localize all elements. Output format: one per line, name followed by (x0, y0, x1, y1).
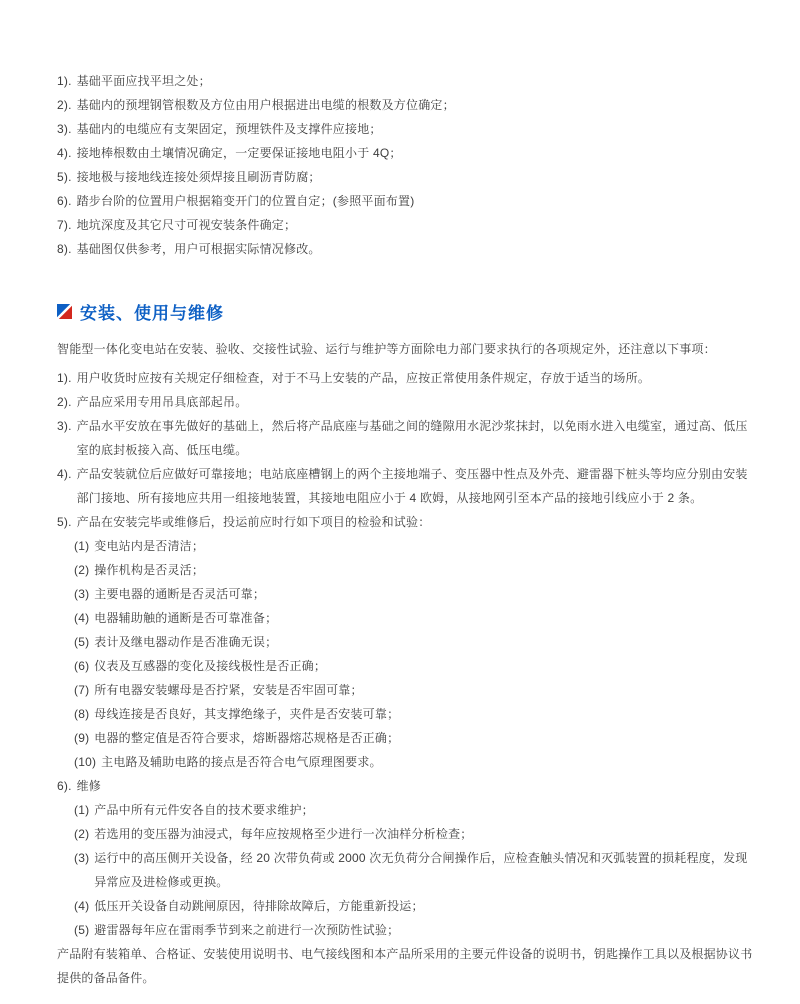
sub-list-item (74, 558, 756, 582)
list-item (57, 414, 756, 462)
item-number: 8). (57, 242, 72, 256)
sub-item-text: 低压开关设备自动跳闸原因，待排除故障后，方能重新投运； (94, 899, 424, 913)
item-number: 5). (57, 515, 72, 529)
sub-item-number: (8) (74, 707, 90, 721)
sub-item-text: 表计及继电器动作是否准确无误； (94, 635, 278, 649)
list-item (57, 237, 756, 261)
item-number: 3). (57, 419, 72, 433)
sub-list-item (74, 750, 756, 774)
list-item (57, 213, 756, 237)
sub-item-text: 运行中的高压侧开关设备，经 20 次带负荷或 2000 次无负荷分合闸操作后，应检查触头情况和灭弧装置的损耗程度，发现异常应及进检修或更换。 (94, 851, 748, 889)
item-text: 产品水平安放在事先做好的基础上，然后将产品底座与基础之间的缝隙用水泥沙浆抹封，以免雨水进入电缆室，通过高、低压室的底封板接入高、低压电缆。 (76, 419, 748, 457)
item-number: 3). (57, 122, 72, 136)
list-item (57, 774, 756, 798)
sub-item-text: 主要电器的通断是否灵活可靠； (94, 587, 266, 601)
item-number: 7). (57, 218, 72, 232)
list-item (57, 69, 756, 93)
list-item (57, 462, 756, 510)
item-number: 2). (57, 98, 72, 112)
sub-item-number: (10) (74, 755, 97, 769)
sub-item-text: 所有电器安装螺母是否拧紧，安装是否牢固可靠； (94, 683, 363, 697)
list-item (57, 510, 756, 534)
section-heading (57, 299, 756, 324)
item-text: 接地棒根数由土壤情况确定，一定要保证接地电阻小于 4Q； (76, 146, 402, 160)
list-item (57, 117, 756, 141)
sub-item-number: (2) (74, 827, 90, 841)
item-text: 接地极与接地线连接处须焊接且刷沥青防腐； (76, 170, 321, 184)
item-number: 5). (57, 170, 72, 184)
sub-list-item (74, 678, 756, 702)
section-intro-paragraph: 智能型一体化变电站在安装、验收、交接性试验、运行与维护等方面除电力部门要求执行的各项规定外，还注意以下事项： (57, 342, 716, 356)
item-number: 6). (57, 779, 72, 793)
item-text: 维修 (76, 779, 102, 793)
sub-list-item (74, 726, 756, 750)
sub-item-number: (5) (74, 635, 90, 649)
sub-item-number: (1) (74, 539, 90, 553)
list-item (57, 141, 756, 165)
item-number: 4). (57, 467, 72, 481)
item-number: 6). (57, 194, 72, 208)
item-text: 地坑深度及其它尺寸可视安装条件确定； (76, 218, 297, 232)
sub-item-number: (3) (74, 587, 90, 601)
sub-list-item (74, 702, 756, 726)
sub-list-item (74, 894, 756, 918)
sub-list-item (74, 822, 756, 846)
item-number: 2). (57, 395, 72, 409)
sub-item-number: (4) (74, 611, 90, 625)
list-item (57, 165, 756, 189)
sub-item-text: 变电站内是否清洁； (94, 539, 205, 553)
sub-list-item (74, 630, 756, 654)
list-item (57, 189, 756, 213)
sub-item-text: 避雷器每年应在雷雨季节到来之前进行一次预防性试验； (94, 923, 400, 937)
maintenance-sublist (57, 798, 756, 942)
item-number: 1). (57, 74, 72, 88)
sub-item-number: (7) (74, 683, 90, 697)
sub-list-item (74, 846, 756, 894)
sub-item-text: 主电路及辅助电路的接点是否符合电气原理图要求。 (101, 755, 382, 769)
sub-item-number: (4) (74, 899, 90, 913)
closing-paragraph: 产品附有装箱单、合格证、安装使用说明书、电气接线图和本产品所采用的主要元件设备的说明书，钥匙操作工具以及根据协议书提供的备品备件。 (57, 947, 753, 985)
sub-item-text: 产品中所有元件安各自的技术要求维护； (94, 803, 314, 817)
item-text: 产品安装就位后应做好可靠接地；电站底座槽钢上的两个主接地端子、变压器中性点及外壳、避雷器下桩头等均应分别由安装部门接地、所有接地应共用一组接地装置，其接地电阻应小于 4 欧姆，从接地网引至本产品的接地引线应小于 2 条。 (76, 467, 748, 505)
sub-list-item (74, 606, 756, 630)
item-number: 4). (57, 146, 72, 160)
diagonal-split-square-icon (57, 304, 72, 319)
sub-item-number: (9) (74, 731, 90, 745)
sub-list-item (74, 582, 756, 606)
sub-item-text: 电器的整定值是否符合要求，熔断器熔芯规格是否正确； (94, 731, 400, 745)
install-use-maintain-list (57, 366, 756, 942)
sub-list-item (74, 534, 756, 558)
item-text: 基础平面应找平坦之处； (76, 74, 211, 88)
item-text: 产品应采用专用吊具底部起吊。 (76, 395, 248, 409)
sub-item-number: (6) (74, 659, 90, 673)
sub-list-item (74, 654, 756, 678)
section-title: 安装、使用与维修 (80, 304, 224, 323)
inspection-sublist (57, 534, 756, 774)
item-text: 基础图仅供参考，用户可根据实际情况修改。 (76, 242, 321, 256)
sub-item-text: 操作机构是否灵活； (94, 563, 205, 577)
list-item (57, 366, 756, 390)
sub-item-number: (1) (74, 803, 90, 817)
item-text: 踏步台阶的位置用户根据箱变开门的位置自定；(参照平面布置) (76, 194, 415, 208)
sub-item-text: 仪表及互感器的变化及接线极性是否正确； (94, 659, 327, 673)
sub-item-number: (2) (74, 563, 90, 577)
sub-item-text: 母线连接是否良好，其支撑绝缘子，夹件是否安装可靠； (94, 707, 400, 721)
foundation-notes-list (57, 69, 756, 261)
list-item (57, 93, 756, 117)
item-text: 用户收货时应按有关规定仔细检查，对于不马上安装的产品，应按正常使用条件规定，存放于适当的场所。 (76, 371, 651, 385)
item-text: 基础内的预埋钢管根数及方位由用户根据进出电缆的根数及方位确定； (76, 98, 455, 112)
list-item (57, 390, 756, 414)
item-text: 产品在安装完毕或维修后，投运前应时行如下项目的检验和试验： (76, 515, 431, 529)
sub-item-text: 电器辅助触的通断是否可靠准备； (94, 611, 278, 625)
sub-list-item (74, 918, 756, 942)
section-gap (57, 261, 756, 299)
sub-item-number: (3) (74, 851, 90, 865)
sub-list-item (74, 798, 756, 822)
item-text: 基础内的电缆应有支架固定，预埋铁件及支撑件应接地； (76, 122, 382, 136)
sub-item-text: 若选用的变压器为油浸式，每年应按规格至少进行一次油样分析检查； (94, 827, 473, 841)
item-number: 1). (57, 371, 72, 385)
sub-item-number: (5) (74, 923, 90, 937)
